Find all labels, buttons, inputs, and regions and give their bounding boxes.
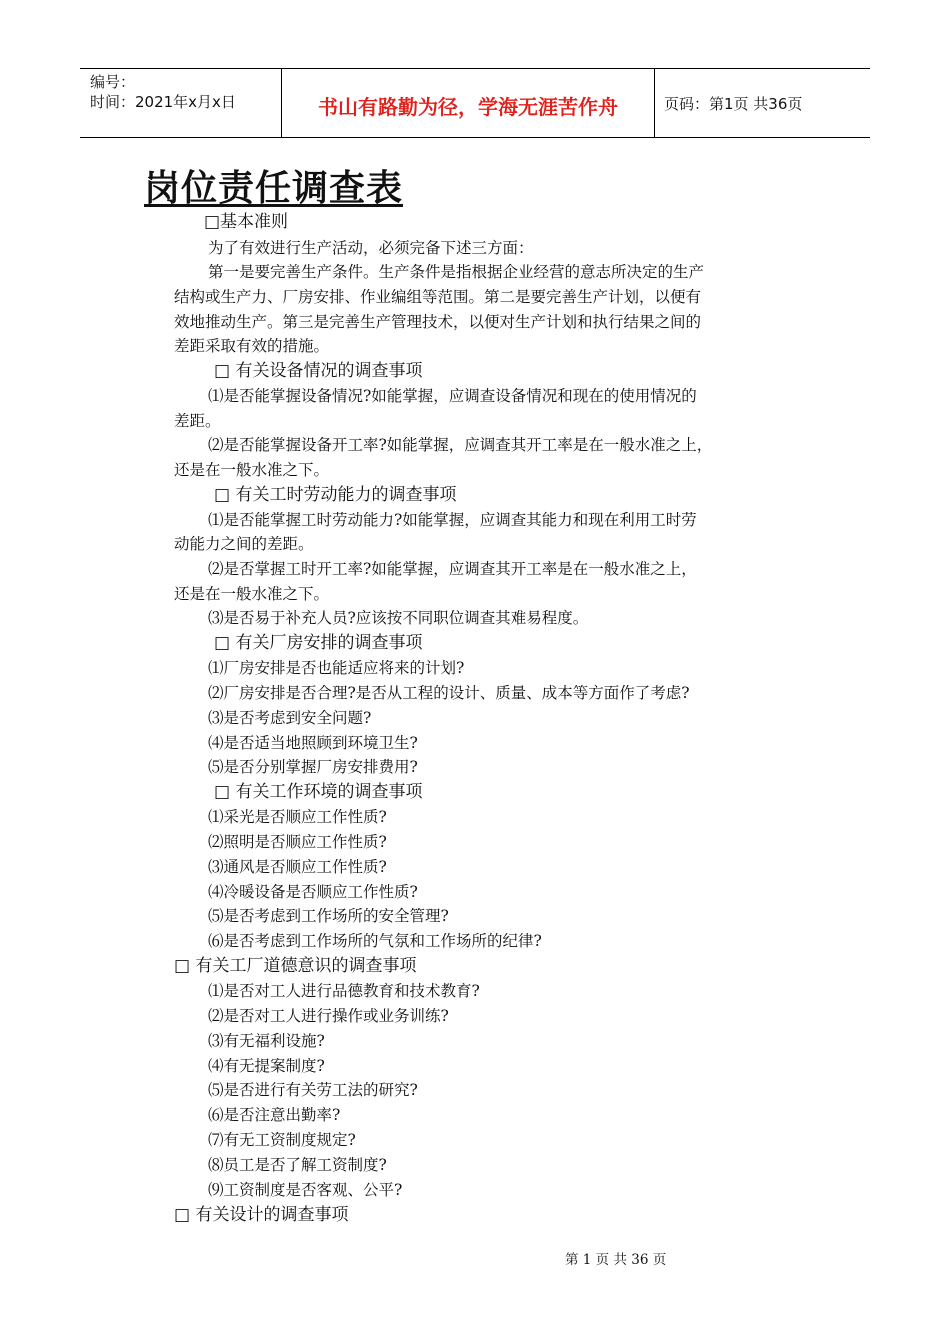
section-heading: □ 有关工作环境的调查事项 [214, 782, 423, 802]
list-item-continuation: 还是在一般水准之下。 [174, 585, 330, 603]
list-item: ⑴厂房安排是否也能适应将来的计划? [208, 659, 465, 677]
list-item: ⑼工资制度是否客观、公平? [208, 1181, 403, 1199]
list-item-continuation: 差距。 [174, 412, 221, 430]
time-label: 时间：2021年x月x日 [90, 93, 236, 111]
list-item: ⑺有无工资制度规定? [208, 1131, 356, 1149]
paragraph-line: 为了有效进行生产活动，必须完备下述三方面： [208, 239, 534, 257]
page-title: 岗位责任调查表 [144, 167, 404, 209]
list-item: ⑸是否分别掌握厂房安排费用? [208, 758, 418, 776]
list-item: ⑹是否注意出勤率? [208, 1106, 341, 1124]
list-item: ⑶是否易于补充人员?应该按不同职位调查其难易程度。 [208, 609, 589, 627]
list-item: ⑷是否适当地照顾到环境卫生? [208, 734, 418, 752]
list-item: ⑷冷暖设备是否顺应工作性质? [208, 883, 418, 901]
list-item: ⑸是否进行有关劳工法的研究? [208, 1081, 418, 1099]
header-motto: 书山有路勤为径，学海无涯苦作舟 [318, 95, 618, 119]
list-item: ⑴是否能掌握工时劳动能力?如能掌握，应调查其能力和现在利用工时劳 [208, 511, 697, 529]
section-heading: □ 有关设备情况的调查事项 [214, 361, 423, 381]
list-item: ⑵是否能掌握设备开工率?如能掌握，应调查其开工率是在一般水准之上， [208, 436, 713, 454]
paragraph-line: 第一是要完善生产条件。生产条件是指根据企业经营的意志所决定的生产 [208, 263, 705, 281]
header-left-cell [90, 72, 236, 112]
list-item: ⑴是否对工人进行品德教育和技术教育? [208, 982, 480, 1000]
header-table [80, 68, 870, 138]
list-item: ⑶有无福利设施? [208, 1032, 325, 1050]
section-heading: □ 有关工厂道德意识的调查事项 [174, 956, 417, 976]
section-heading: □ 有关工时劳动能力的调查事项 [214, 485, 457, 505]
list-item: ⑵是否掌握工时开工率?如能掌握，应调查其开工率是在一般水准之上， [208, 560, 697, 578]
list-item: ⑹是否考虑到工作场所的气氛和工作场所的纪律? [208, 932, 542, 950]
paragraph-line: 效地推动生产。第三是完善生产管理技术，以便对生产计划和执行结果之间的 [174, 313, 702, 331]
list-item: ⑵厂房安排是否合理?是否从工程的设计、质量、成本等方面作了考虑? [208, 684, 690, 702]
section-heading: □基本准则 [204, 212, 289, 232]
list-item: ⑷有无提案制度? [208, 1057, 325, 1075]
section-heading: □ 有关设计的调查事项 [174, 1205, 349, 1225]
header-page-label: 页码：第1页 共36页 [664, 95, 803, 113]
list-item: ⑶是否考虑到安全问题? [208, 709, 372, 727]
list-item: ⑸是否考虑到工作场所的安全管理? [208, 907, 449, 925]
list-item: ⑶通风是否顺应工作性质? [208, 858, 387, 876]
header-divider [654, 69, 655, 137]
list-item: ⑵照明是否顺应工作性质? [208, 833, 387, 851]
list-item: ⑴是否能掌握设备情况?如能掌握，应调查设备情况和现在的使用情况的 [208, 387, 697, 405]
section-heading: □ 有关厂房安排的调查事项 [214, 633, 423, 653]
paragraph-line: 差距采取有效的措施。 [174, 337, 330, 355]
list-item: ⑴采光是否顺应工作性质? [208, 808, 387, 826]
paragraph-line: 结构或生产力、厂房安排、作业编组等范围。第二是要完善生产计划，以便有 [174, 288, 702, 306]
list-item-continuation: 还是在一般水准之下。 [174, 461, 330, 479]
number-label: 编号： [90, 73, 136, 91]
page-footer: 第 1 页 共 36 页 [565, 1252, 667, 1268]
header-divider [281, 69, 282, 137]
list-item: ⑻员工是否了解工资制度? [208, 1156, 387, 1174]
list-item: ⑵是否对工人进行操作或业务训练? [208, 1007, 449, 1025]
list-item-continuation: 动能力之间的差距。 [174, 535, 314, 553]
